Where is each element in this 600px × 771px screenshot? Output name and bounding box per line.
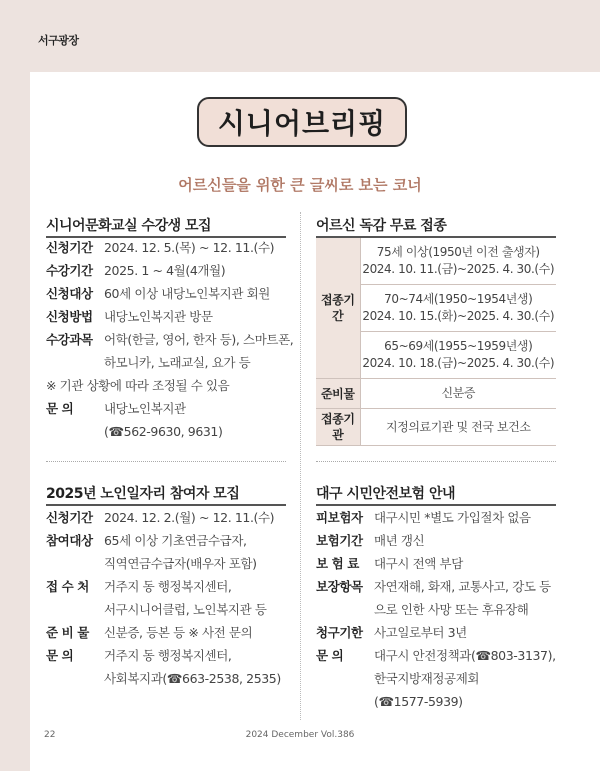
culture-row-label: 수강기간 bbox=[46, 263, 93, 278]
insurance-row-label: 보 험 료 bbox=[316, 556, 359, 571]
jobs-row bbox=[46, 644, 231, 667]
culture-row-value: 60세 이상 내당노인복지관 회원 bbox=[104, 286, 270, 301]
insurance-row-label: 피보험자 bbox=[316, 510, 363, 525]
insurance-row-label: 보장항목 bbox=[316, 579, 363, 594]
jobs-row bbox=[46, 529, 247, 552]
insurance-row bbox=[316, 644, 556, 667]
insurance-title: 대구 시민안전보험 안내 bbox=[316, 486, 455, 502]
insurance-row-value: 대구시민 *별도 가입절차 없음 bbox=[374, 510, 531, 525]
insurance-row-label: 청구기한 bbox=[316, 625, 363, 640]
insurance-row bbox=[316, 529, 424, 552]
vaccine-period-3: 65~69세(1955~1959년생) 2024. 10. 18.(금)~2025. 4. 30.(수) bbox=[360, 332, 556, 379]
insurance-row bbox=[316, 598, 528, 621]
vaccine-prep-header: 준비물 bbox=[316, 379, 360, 409]
vaccine-place-row bbox=[316, 409, 556, 446]
jobs-row-label: 신청기간 bbox=[46, 510, 93, 525]
vaccine-prep-row bbox=[316, 379, 556, 409]
page-subtitle: 어르신들을 위한 큰 글씨로 보는 코너 bbox=[178, 176, 422, 194]
jobs-row-value: 신분증, 등본 등 ※ 사전 문의 bbox=[104, 625, 253, 640]
issue-label: 2024 December Vol.386 bbox=[245, 730, 355, 740]
insurance-row-value: 사고일로부터 3년 bbox=[374, 625, 467, 640]
jobs-row-value: 서구시니어클럽, 노인복지관 등 bbox=[104, 602, 267, 617]
insurance-row bbox=[316, 575, 551, 598]
insurance-row-value: 대구시 전액 부담 bbox=[374, 556, 463, 571]
culture-contact-line-1: 내당노인복지관 bbox=[104, 401, 186, 416]
insurance-row-value: 으로 인한 사망 또는 후유장해 bbox=[374, 602, 529, 617]
vaccine-prep-value: 신분증 bbox=[360, 379, 556, 409]
culture-row bbox=[46, 259, 225, 282]
vaccine-place-value: 지정의료기관 및 전국 보건소 bbox=[360, 409, 556, 446]
culture-row bbox=[46, 282, 270, 305]
vaccine-period-row-1 bbox=[316, 238, 556, 285]
insurance-row-label: 보험기간 bbox=[316, 533, 363, 548]
jobs-title: 2025년 노인일자리 참여자 모집 bbox=[46, 486, 240, 502]
culture-row-value: 내당노인복지관 방문 bbox=[104, 309, 213, 324]
jobs-row bbox=[46, 575, 231, 598]
magazine-name: 서구광장 bbox=[38, 34, 79, 47]
culture-divider bbox=[46, 461, 286, 462]
culture-row-value: 어학(한글, 영어, 한자 등), 스마트폰, bbox=[104, 332, 294, 347]
culture-title: 시니어문화교실 수강생 모집 bbox=[46, 218, 212, 234]
insurance-row-value: 자연재해, 화재, 교통사고, 강도 등 bbox=[374, 579, 551, 594]
jobs-row bbox=[46, 552, 257, 575]
insurance-row bbox=[316, 667, 479, 690]
jobs-row bbox=[46, 667, 281, 690]
vaccine-title: 어르신 독감 무료 접종 bbox=[316, 218, 447, 234]
insurance-row-value: 한국지방재정공제회 bbox=[374, 671, 480, 686]
insurance-row bbox=[316, 690, 463, 713]
culture-row-label: 수강과목 bbox=[46, 332, 93, 347]
culture-contact bbox=[46, 397, 186, 420]
vaccine-period-2: 70~74세(1950~1954년생) 2024. 10. 15.(화)~2025. 4. 30.(수) bbox=[360, 285, 556, 332]
vaccine-period-header: 접종기간 bbox=[316, 238, 360, 379]
vaccine-period-1: 75세 이상(1950년 이전 출생자) 2024. 10. 11.(금)~2025. 4. 30.(수) bbox=[360, 238, 556, 285]
jobs-row-value: 사회복지과(☎663-2538, 2535) bbox=[104, 671, 281, 686]
culture-row-value: 2024. 12. 5.(목) ~ 12. 11.(수) bbox=[104, 240, 275, 255]
culture-row bbox=[46, 236, 274, 259]
culture-row bbox=[46, 328, 293, 351]
jobs-row-value: 65세 이상 기초연금수급자, bbox=[104, 533, 247, 548]
section-badge: 시니어브리핑 bbox=[197, 97, 407, 147]
culture-row bbox=[46, 305, 213, 328]
vaccine-place-header: 접종기관 bbox=[316, 409, 360, 446]
jobs-row-value: 2024. 12. 2.(월) ~ 12. 11.(수) bbox=[104, 510, 275, 525]
jobs-row-value: 거주지 동 행정복지센터, bbox=[104, 648, 232, 663]
culture-row-value: 하모니카, 노래교실, 요가 등 bbox=[104, 355, 251, 370]
insurance-row-value: 매년 갱신 bbox=[374, 533, 425, 548]
jobs-row-value: 거주지 동 행정복지센터, bbox=[104, 579, 232, 594]
vaccine-table bbox=[316, 238, 556, 446]
culture-note: ※ 기관 상황에 따라 조정될 수 있음 bbox=[46, 378, 230, 393]
culture-contact-line-2: (☎562-9630, 9631) bbox=[104, 424, 223, 439]
column-divider bbox=[300, 212, 301, 720]
culture-contact-label: 문 의 bbox=[46, 401, 74, 416]
insurance-row bbox=[316, 621, 467, 644]
jobs-row-label: 문 의 bbox=[46, 648, 74, 663]
culture-row-value: 2025. 1 ~ 4월(4개월) bbox=[104, 263, 226, 278]
insurance-row-label: 문 의 bbox=[316, 648, 344, 663]
jobs-row-label: 준 비 물 bbox=[46, 625, 89, 640]
culture-row-label: 신청기간 bbox=[46, 240, 93, 255]
culture-row-label: 신청대상 bbox=[46, 286, 93, 301]
insurance-row-value: 대구시 안전정책과(☎803-3137), bbox=[374, 648, 556, 663]
page-number: 22 bbox=[44, 730, 56, 740]
jobs-row-value: 직역연금수급자(배우자 포함) bbox=[104, 556, 257, 571]
insurance-row bbox=[316, 552, 463, 575]
culture-row bbox=[46, 351, 250, 374]
jobs-row bbox=[46, 506, 274, 529]
jobs-row-label: 접 수 처 bbox=[46, 579, 89, 594]
jobs-row-label: 참여대상 bbox=[46, 533, 93, 548]
insurance-row-value: (☎1577-5939) bbox=[374, 694, 463, 709]
jobs-row bbox=[46, 621, 252, 644]
culture-row-label: 신청방법 bbox=[46, 309, 93, 324]
jobs-row bbox=[46, 598, 267, 621]
vaccine-divider bbox=[316, 461, 556, 462]
insurance-row bbox=[316, 506, 531, 529]
